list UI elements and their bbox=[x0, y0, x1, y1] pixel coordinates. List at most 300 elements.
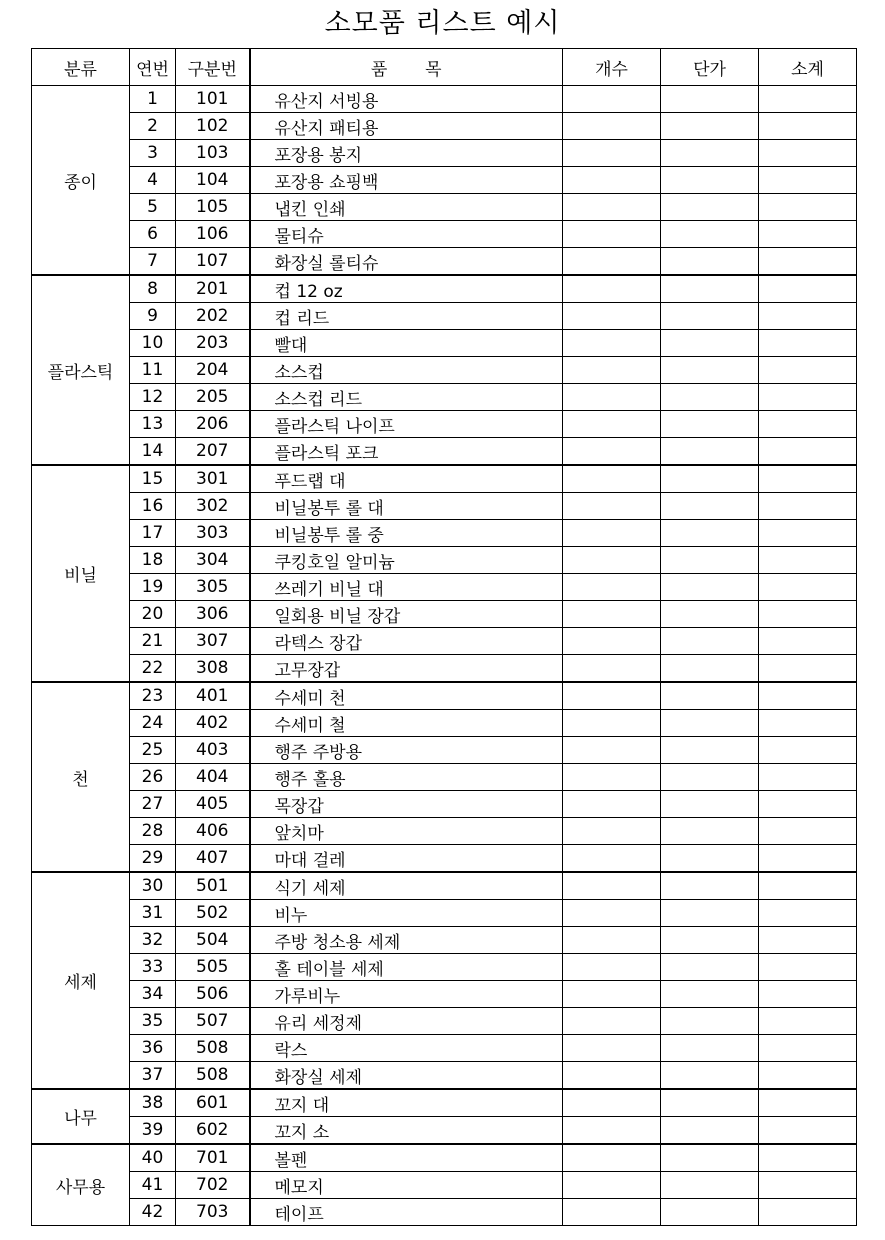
item-name-cell: 냅킨 인쇄 bbox=[250, 194, 563, 221]
item-name-cell: 목장갑 bbox=[250, 791, 563, 818]
code-cell: 307 bbox=[176, 628, 250, 655]
table-row bbox=[32, 330, 857, 357]
item-name-cell: 수세미 천 bbox=[250, 682, 563, 710]
subtotal-cell[interactable] bbox=[759, 357, 857, 384]
qty-cell[interactable] bbox=[563, 628, 661, 655]
no-cell: 5 bbox=[130, 194, 176, 221]
table-row bbox=[32, 900, 857, 927]
no-cell: 10 bbox=[130, 330, 176, 357]
subtotal-cell[interactable] bbox=[759, 113, 857, 140]
no-cell: 29 bbox=[130, 845, 176, 873]
item-name-cell: 주방 청소용 세제 bbox=[250, 927, 563, 954]
code-cell: 101 bbox=[176, 86, 250, 113]
no-cell: 27 bbox=[130, 791, 176, 818]
price-cell[interactable] bbox=[661, 520, 759, 547]
no-cell: 13 bbox=[130, 411, 176, 438]
price-cell[interactable] bbox=[661, 465, 759, 493]
item-name-cell: 일회용 비닐 장갑 bbox=[250, 601, 563, 628]
table-row bbox=[32, 981, 857, 1008]
item-name-cell: 플라스틱 포크 bbox=[250, 438, 563, 466]
item-name-cell: 물티슈 bbox=[250, 221, 563, 248]
item-name-cell: 라텍스 장갑 bbox=[250, 628, 563, 655]
item-name-cell: 푸드랩 대 bbox=[250, 465, 563, 493]
qty-cell[interactable] bbox=[563, 194, 661, 221]
subtotal-cell[interactable] bbox=[759, 1199, 857, 1226]
qty-cell[interactable] bbox=[563, 140, 661, 167]
table-row bbox=[32, 791, 857, 818]
price-cell[interactable] bbox=[661, 248, 759, 276]
qty-cell[interactable] bbox=[563, 520, 661, 547]
price-cell[interactable] bbox=[661, 764, 759, 791]
price-cell[interactable] bbox=[661, 682, 759, 710]
item-name-cell: 컵 리드 bbox=[250, 303, 563, 330]
category-cell: 세제 bbox=[32, 872, 130, 1089]
code-cell: 107 bbox=[176, 248, 250, 276]
table-row bbox=[32, 167, 857, 194]
qty-cell[interactable] bbox=[563, 900, 661, 927]
qty-cell[interactable] bbox=[563, 411, 661, 438]
subtotal-cell[interactable] bbox=[759, 601, 857, 628]
item-name-cell: 유산지 패티용 bbox=[250, 113, 563, 140]
subtotal-cell[interactable] bbox=[759, 818, 857, 845]
qty-cell[interactable] bbox=[563, 275, 661, 303]
item-name-cell: 꼬지 소 bbox=[250, 1117, 563, 1145]
table-row bbox=[32, 357, 857, 384]
item-name-cell: 쿠킹호일 알미늄 bbox=[250, 547, 563, 574]
no-cell: 22 bbox=[130, 655, 176, 683]
qty-cell[interactable] bbox=[563, 710, 661, 737]
qty-cell[interactable] bbox=[563, 438, 661, 466]
code-cell: 701 bbox=[176, 1144, 250, 1172]
table-row bbox=[32, 1199, 857, 1226]
item-name-cell: 볼펜 bbox=[250, 1144, 563, 1172]
supplies-table bbox=[31, 48, 857, 1226]
price-cell[interactable] bbox=[661, 86, 759, 113]
item-name-cell: 행주 주방용 bbox=[250, 737, 563, 764]
item-name-cell: 가루비누 bbox=[250, 981, 563, 1008]
table-row bbox=[32, 1062, 857, 1090]
subtotal-cell[interactable] bbox=[759, 1062, 857, 1090]
price-cell[interactable] bbox=[661, 330, 759, 357]
code-cell: 102 bbox=[176, 113, 250, 140]
price-cell[interactable] bbox=[661, 872, 759, 900]
table-row bbox=[32, 628, 857, 655]
subtotal-cell[interactable] bbox=[759, 845, 857, 873]
code-cell: 406 bbox=[176, 818, 250, 845]
code-cell: 105 bbox=[176, 194, 250, 221]
code-cell: 106 bbox=[176, 221, 250, 248]
price-cell[interactable] bbox=[661, 1144, 759, 1172]
table-row bbox=[32, 927, 857, 954]
code-cell: 207 bbox=[176, 438, 250, 466]
price-cell[interactable] bbox=[661, 655, 759, 683]
code-cell: 702 bbox=[176, 1172, 250, 1199]
code-cell: 501 bbox=[176, 872, 250, 900]
no-cell: 14 bbox=[130, 438, 176, 466]
price-cell[interactable] bbox=[661, 221, 759, 248]
item-name-cell: 꼬지 대 bbox=[250, 1089, 563, 1117]
qty-cell[interactable] bbox=[563, 1008, 661, 1035]
page-title: 소모품 리스트 예시 bbox=[324, 8, 561, 39]
price-cell[interactable] bbox=[661, 1199, 759, 1226]
subtotal-cell[interactable] bbox=[759, 221, 857, 248]
price-cell[interactable] bbox=[661, 411, 759, 438]
item-name-cell: 앞치마 bbox=[250, 818, 563, 845]
price-cell[interactable] bbox=[661, 493, 759, 520]
item-name-cell: 유리 세정제 bbox=[250, 1008, 563, 1035]
price-cell[interactable] bbox=[661, 275, 759, 303]
category-cell: 플라스틱 bbox=[32, 275, 130, 465]
subtotal-cell[interactable] bbox=[759, 682, 857, 710]
qty-cell[interactable] bbox=[563, 791, 661, 818]
item-name-cell: 쓰레기 비닐 대 bbox=[250, 574, 563, 601]
table-row bbox=[32, 1117, 857, 1145]
code-cell: 407 bbox=[176, 845, 250, 873]
subtotal-cell[interactable] bbox=[759, 547, 857, 574]
price-cell[interactable] bbox=[661, 710, 759, 737]
qty-cell[interactable] bbox=[563, 1062, 661, 1090]
no-cell: 28 bbox=[130, 818, 176, 845]
category-cell: 사무용 bbox=[32, 1144, 130, 1226]
price-cell[interactable] bbox=[661, 900, 759, 927]
subtotal-cell[interactable] bbox=[759, 1089, 857, 1117]
price-cell[interactable] bbox=[661, 791, 759, 818]
no-cell: 35 bbox=[130, 1008, 176, 1035]
price-cell[interactable] bbox=[661, 113, 759, 140]
code-cell: 405 bbox=[176, 791, 250, 818]
no-cell: 21 bbox=[130, 628, 176, 655]
table-row bbox=[32, 710, 857, 737]
code-cell: 202 bbox=[176, 303, 250, 330]
no-cell: 9 bbox=[130, 303, 176, 330]
price-cell[interactable] bbox=[661, 601, 759, 628]
header-price: 단가 bbox=[661, 49, 759, 86]
no-cell: 6 bbox=[130, 221, 176, 248]
table-row bbox=[32, 248, 857, 276]
subtotal-cell[interactable] bbox=[759, 927, 857, 954]
item-name-cell: 테이프 bbox=[250, 1199, 563, 1226]
no-cell: 36 bbox=[130, 1035, 176, 1062]
subtotal-cell[interactable] bbox=[759, 900, 857, 927]
subtotal-cell[interactable] bbox=[759, 438, 857, 466]
table-row bbox=[32, 574, 857, 601]
item-name-cell: 유산지 서빙용 bbox=[250, 86, 563, 113]
code-cell: 601 bbox=[176, 1089, 250, 1117]
qty-cell[interactable] bbox=[563, 86, 661, 113]
subtotal-cell[interactable] bbox=[759, 954, 857, 981]
code-cell: 306 bbox=[176, 601, 250, 628]
no-cell: 37 bbox=[130, 1062, 176, 1090]
qty-cell[interactable] bbox=[563, 601, 661, 628]
category-cell: 나무 bbox=[32, 1089, 130, 1144]
qty-cell[interactable] bbox=[563, 1144, 661, 1172]
table-row bbox=[32, 411, 857, 438]
item-name-cell: 식기 세제 bbox=[250, 872, 563, 900]
subtotal-cell[interactable] bbox=[759, 411, 857, 438]
price-cell[interactable] bbox=[661, 954, 759, 981]
table-row bbox=[32, 1172, 857, 1199]
qty-cell[interactable] bbox=[563, 818, 661, 845]
qty-cell[interactable] bbox=[563, 221, 661, 248]
code-cell: 201 bbox=[176, 275, 250, 303]
subtotal-cell[interactable] bbox=[759, 167, 857, 194]
qty-cell[interactable] bbox=[563, 655, 661, 683]
price-cell[interactable] bbox=[661, 167, 759, 194]
header-qty: 개수 bbox=[563, 49, 661, 86]
item-name-cell: 화장실 세제 bbox=[250, 1062, 563, 1090]
code-cell: 504 bbox=[176, 927, 250, 954]
table-row bbox=[32, 1008, 857, 1035]
qty-cell[interactable] bbox=[563, 845, 661, 873]
item-name-cell: 비누 bbox=[250, 900, 563, 927]
no-cell: 40 bbox=[130, 1144, 176, 1172]
category-cell: 종이 bbox=[32, 86, 130, 276]
no-cell: 30 bbox=[130, 872, 176, 900]
no-cell: 15 bbox=[130, 465, 176, 493]
subtotal-cell[interactable] bbox=[759, 493, 857, 520]
price-cell[interactable] bbox=[661, 1117, 759, 1145]
table-row bbox=[32, 520, 857, 547]
subtotal-cell[interactable] bbox=[759, 275, 857, 303]
code-cell: 403 bbox=[176, 737, 250, 764]
qty-cell[interactable] bbox=[563, 547, 661, 574]
qty-cell[interactable] bbox=[563, 113, 661, 140]
item-name-cell: 고무장갑 bbox=[250, 655, 563, 683]
price-cell[interactable] bbox=[661, 140, 759, 167]
qty-cell[interactable] bbox=[563, 737, 661, 764]
code-cell: 508 bbox=[176, 1062, 250, 1090]
table-row bbox=[32, 954, 857, 981]
qty-cell[interactable] bbox=[563, 465, 661, 493]
table-row bbox=[32, 384, 857, 411]
price-cell[interactable] bbox=[661, 1089, 759, 1117]
no-cell: 34 bbox=[130, 981, 176, 1008]
qty-cell[interactable] bbox=[563, 872, 661, 900]
table-row bbox=[32, 655, 857, 683]
qty-cell[interactable] bbox=[563, 330, 661, 357]
no-cell: 23 bbox=[130, 682, 176, 710]
no-cell: 12 bbox=[130, 384, 176, 411]
qty-cell[interactable] bbox=[563, 682, 661, 710]
subtotal-cell[interactable] bbox=[759, 710, 857, 737]
qty-cell[interactable] bbox=[563, 1117, 661, 1145]
item-name-cell: 수세미 철 bbox=[250, 710, 563, 737]
item-name-cell: 메모지 bbox=[250, 1172, 563, 1199]
table-row bbox=[32, 465, 857, 493]
code-cell: 203 bbox=[176, 330, 250, 357]
table-row bbox=[32, 1089, 857, 1117]
qty-cell[interactable] bbox=[563, 167, 661, 194]
price-cell[interactable] bbox=[661, 194, 759, 221]
qty-cell[interactable] bbox=[563, 1172, 661, 1199]
price-cell[interactable] bbox=[661, 1035, 759, 1062]
item-name-cell: 행주 홀용 bbox=[250, 764, 563, 791]
table-row bbox=[32, 682, 857, 710]
code-cell: 104 bbox=[176, 167, 250, 194]
price-cell[interactable] bbox=[661, 303, 759, 330]
item-name-cell: 비닐봉투 롤 중 bbox=[250, 520, 563, 547]
subtotal-cell[interactable] bbox=[759, 1035, 857, 1062]
category-cell: 천 bbox=[32, 682, 130, 872]
item-name-cell: 홀 테이블 세제 bbox=[250, 954, 563, 981]
item-name-cell: 소스컵 bbox=[250, 357, 563, 384]
no-cell: 17 bbox=[130, 520, 176, 547]
no-cell: 31 bbox=[130, 900, 176, 927]
price-cell[interactable] bbox=[661, 357, 759, 384]
header-code: 구분번 bbox=[176, 49, 250, 86]
table-row bbox=[32, 872, 857, 900]
subtotal-cell[interactable] bbox=[759, 981, 857, 1008]
no-cell: 38 bbox=[130, 1089, 176, 1117]
subtotal-cell[interactable] bbox=[759, 86, 857, 113]
no-cell: 18 bbox=[130, 547, 176, 574]
qty-cell[interactable] bbox=[563, 357, 661, 384]
qty-cell[interactable] bbox=[563, 303, 661, 330]
item-name-cell: 비닐봉투 롤 대 bbox=[250, 493, 563, 520]
item-name-cell: 포장용 봉지 bbox=[250, 140, 563, 167]
no-cell: 26 bbox=[130, 764, 176, 791]
header-row bbox=[32, 49, 857, 86]
item-name-cell: 컵 12 oz bbox=[250, 275, 563, 303]
subtotal-cell[interactable] bbox=[759, 655, 857, 683]
no-cell: 4 bbox=[130, 167, 176, 194]
code-cell: 304 bbox=[176, 547, 250, 574]
item-name-cell: 마대 걸레 bbox=[250, 845, 563, 873]
no-cell: 25 bbox=[130, 737, 176, 764]
item-name-cell: 포장용 쇼핑백 bbox=[250, 167, 563, 194]
price-cell[interactable] bbox=[661, 1172, 759, 1199]
table-row bbox=[32, 438, 857, 466]
no-cell: 39 bbox=[130, 1117, 176, 1145]
subtotal-cell[interactable] bbox=[759, 330, 857, 357]
code-cell: 302 bbox=[176, 493, 250, 520]
table-row bbox=[32, 547, 857, 574]
code-cell: 508 bbox=[176, 1035, 250, 1062]
no-cell: 32 bbox=[130, 927, 176, 954]
price-cell[interactable] bbox=[661, 737, 759, 764]
code-cell: 506 bbox=[176, 981, 250, 1008]
table-row bbox=[32, 737, 857, 764]
subtotal-cell[interactable] bbox=[759, 791, 857, 818]
table-row bbox=[32, 221, 857, 248]
table-row bbox=[32, 1035, 857, 1062]
code-cell: 401 bbox=[176, 682, 250, 710]
subtotal-cell[interactable] bbox=[759, 140, 857, 167]
no-cell: 2 bbox=[130, 113, 176, 140]
table-row bbox=[32, 194, 857, 221]
no-cell: 42 bbox=[130, 1199, 176, 1226]
code-cell: 205 bbox=[176, 384, 250, 411]
code-cell: 301 bbox=[176, 465, 250, 493]
no-cell: 16 bbox=[130, 493, 176, 520]
code-cell: 308 bbox=[176, 655, 250, 683]
no-cell: 41 bbox=[130, 1172, 176, 1199]
item-name-cell: 소스컵 리드 bbox=[250, 384, 563, 411]
table-row bbox=[32, 1144, 857, 1172]
qty-cell[interactable] bbox=[563, 248, 661, 276]
header-name: 품 목 bbox=[250, 49, 563, 86]
qty-cell[interactable] bbox=[563, 764, 661, 791]
price-cell[interactable] bbox=[661, 628, 759, 655]
price-cell[interactable] bbox=[661, 981, 759, 1008]
no-cell: 1 bbox=[130, 86, 176, 113]
price-cell[interactable] bbox=[661, 845, 759, 873]
no-cell: 20 bbox=[130, 601, 176, 628]
qty-cell[interactable] bbox=[563, 574, 661, 601]
code-cell: 206 bbox=[176, 411, 250, 438]
no-cell: 11 bbox=[130, 357, 176, 384]
qty-cell[interactable] bbox=[563, 954, 661, 981]
item-name-cell: 락스 bbox=[250, 1035, 563, 1062]
code-cell: 507 bbox=[176, 1008, 250, 1035]
code-cell: 305 bbox=[176, 574, 250, 601]
code-cell: 402 bbox=[176, 710, 250, 737]
subtotal-cell[interactable] bbox=[759, 764, 857, 791]
subtotal-cell[interactable] bbox=[759, 520, 857, 547]
qty-cell[interactable] bbox=[563, 1035, 661, 1062]
qty-cell[interactable] bbox=[563, 981, 661, 1008]
category-cell: 비닐 bbox=[32, 465, 130, 682]
qty-cell[interactable] bbox=[563, 384, 661, 411]
code-cell: 602 bbox=[176, 1117, 250, 1145]
code-cell: 502 bbox=[176, 900, 250, 927]
table-row bbox=[32, 86, 857, 113]
table-row bbox=[32, 818, 857, 845]
code-cell: 505 bbox=[176, 954, 250, 981]
header-category: 분류 bbox=[32, 49, 130, 86]
qty-cell[interactable] bbox=[563, 493, 661, 520]
price-cell[interactable] bbox=[661, 927, 759, 954]
no-cell: 3 bbox=[130, 140, 176, 167]
item-name-cell: 화장실 롤티슈 bbox=[250, 248, 563, 276]
qty-cell[interactable] bbox=[563, 1089, 661, 1117]
subtotal-cell[interactable] bbox=[759, 1008, 857, 1035]
price-cell[interactable] bbox=[661, 818, 759, 845]
subtotal-cell[interactable] bbox=[759, 872, 857, 900]
price-cell[interactable] bbox=[661, 1008, 759, 1035]
subtotal-cell[interactable] bbox=[759, 574, 857, 601]
price-cell[interactable] bbox=[661, 438, 759, 466]
subtotal-cell[interactable] bbox=[759, 1172, 857, 1199]
subtotal-cell[interactable] bbox=[759, 737, 857, 764]
item-name-cell: 빨대 bbox=[250, 330, 563, 357]
price-cell[interactable] bbox=[661, 1062, 759, 1090]
subtotal-cell[interactable] bbox=[759, 1117, 857, 1145]
table-body bbox=[32, 86, 857, 1226]
subtotal-cell[interactable] bbox=[759, 628, 857, 655]
subtotal-cell[interactable] bbox=[759, 194, 857, 221]
qty-cell[interactable] bbox=[563, 1199, 661, 1226]
price-cell[interactable] bbox=[661, 384, 759, 411]
price-cell[interactable] bbox=[661, 547, 759, 574]
code-cell: 204 bbox=[176, 357, 250, 384]
table-row bbox=[32, 140, 857, 167]
code-cell: 303 bbox=[176, 520, 250, 547]
subtotal-cell[interactable] bbox=[759, 1144, 857, 1172]
table-row bbox=[32, 764, 857, 791]
item-name-cell: 플라스틱 나이프 bbox=[250, 411, 563, 438]
table-row bbox=[32, 113, 857, 140]
subtotal-cell[interactable] bbox=[759, 465, 857, 493]
no-cell: 19 bbox=[130, 574, 176, 601]
table-row bbox=[32, 303, 857, 330]
subtotal-cell[interactable] bbox=[759, 384, 857, 411]
qty-cell[interactable] bbox=[563, 927, 661, 954]
no-cell: 8 bbox=[130, 275, 176, 303]
subtotal-cell[interactable] bbox=[759, 303, 857, 330]
subtotal-cell[interactable] bbox=[759, 248, 857, 276]
price-cell[interactable] bbox=[661, 574, 759, 601]
